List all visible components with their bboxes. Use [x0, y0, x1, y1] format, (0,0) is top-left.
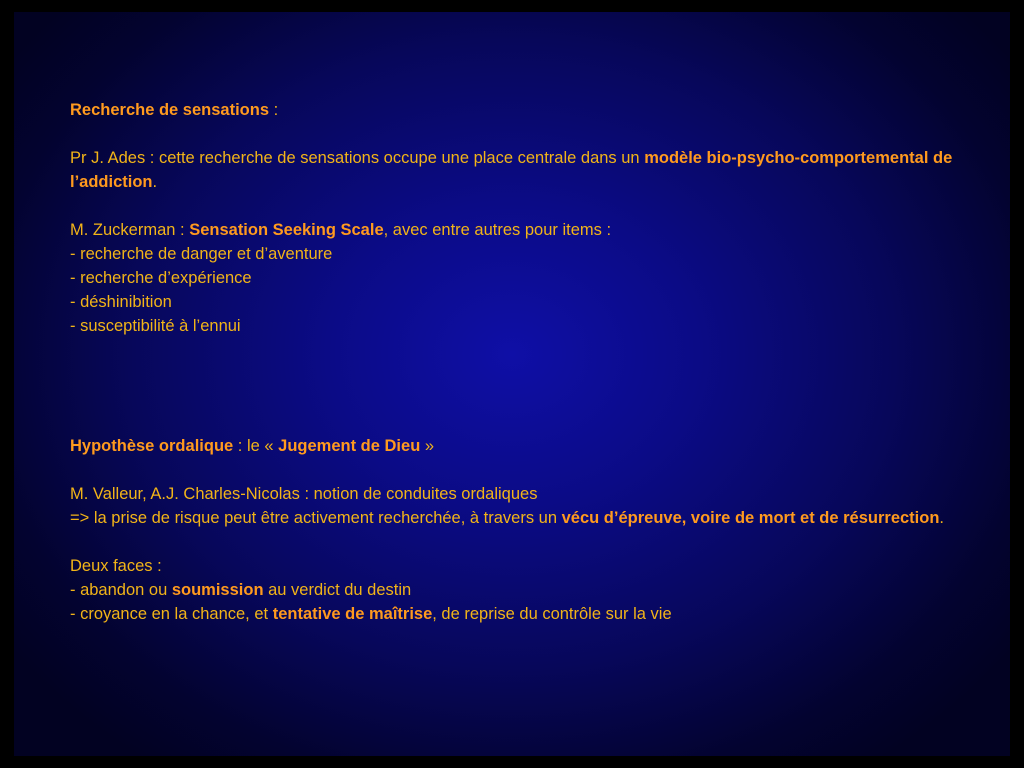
- spacer: [70, 458, 980, 482]
- risk-emphasis: vécu d’épreuve, voire de mort et de résurrection: [561, 509, 940, 527]
- list-item: - recherche d’expérience: [70, 269, 252, 287]
- spacer: [70, 122, 980, 146]
- list-item-face2: [70, 602, 980, 626]
- face1-emphasis: soumission: [171, 581, 264, 599]
- spacer: [70, 530, 980, 554]
- spacer: [70, 410, 980, 434]
- face1-text: - abandon ou: [70, 581, 172, 599]
- face2-suffix: , de reprise du contrôle sur la vie: [432, 605, 672, 623]
- zuckerman-text: M. Zuckerman :: [70, 221, 190, 239]
- ades-suffix: .: [152, 173, 158, 191]
- zuckerman-suffix: , avec entre autres pour items :: [383, 221, 612, 239]
- list-item: - susceptibilité à l’ennui: [70, 317, 241, 335]
- slide-content: [70, 98, 980, 626]
- paragraph-zuckerman: [70, 218, 980, 242]
- heading-suffix: :: [269, 101, 279, 119]
- heading-emphasis: Jugement de Dieu: [278, 437, 421, 455]
- heading-mid: : le «: [233, 437, 279, 455]
- ades-text: Pr J. Ades : cette recherche de sensations occupe une place centrale dans un: [70, 149, 645, 167]
- slide: [14, 12, 1010, 756]
- paragraph-risk: [70, 506, 980, 530]
- section-heading-sensations: [70, 98, 980, 122]
- ades-emphasis: modèle bio-psycho-comportemental de l’addiction: [70, 149, 953, 191]
- paragraph-valleur: M. Valleur, A.J. Charles-Nicolas : notion de conduites ordaliques: [70, 485, 538, 503]
- face2-emphasis: tentative de maîtrise: [272, 605, 433, 623]
- heading-end: »: [420, 437, 435, 455]
- spacer: [70, 194, 980, 218]
- list-item: - déshinibition: [70, 293, 172, 311]
- faces-label: Deux faces :: [70, 557, 162, 575]
- heading-text: Hypothèse ordalique: [70, 437, 234, 455]
- risk-suffix: .: [939, 509, 945, 527]
- risk-text: => la prise de risque peut être activement recherchée, à travers un: [70, 509, 562, 527]
- list-item-face1: [70, 578, 980, 602]
- list-item: - recherche de danger et d’aventure: [70, 245, 333, 263]
- face1-suffix: au verdict du destin: [263, 581, 412, 599]
- heading-text: Recherche de sensations: [70, 101, 269, 119]
- spacer: [70, 338, 980, 410]
- zuckerman-emphasis: Sensation Seeking Scale: [189, 221, 384, 239]
- face2-text: - croyance en la chance, et: [70, 605, 273, 623]
- section-heading-ordalique: [70, 434, 980, 458]
- paragraph-ades: [70, 146, 980, 194]
